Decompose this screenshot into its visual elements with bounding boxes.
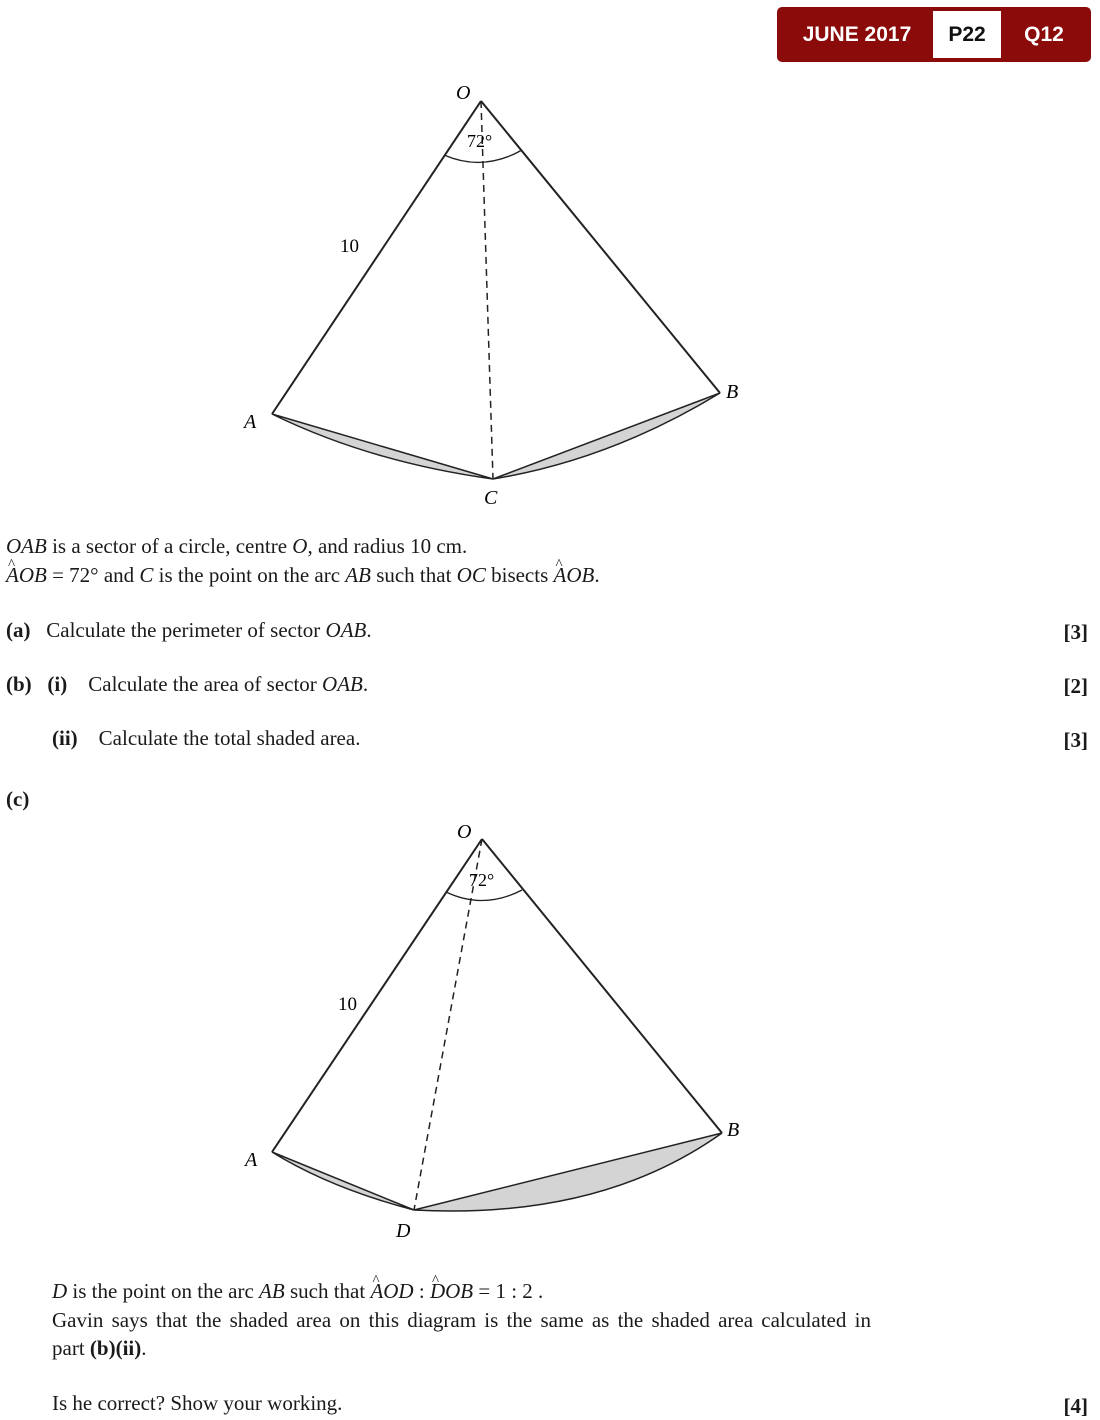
part-b-i-marks: [2] bbox=[1063, 674, 1088, 698]
label-b: B bbox=[726, 381, 739, 403]
part-c-line-2: Gavin says that the shaded area on this diagram is the same as the shaded area calculated in bbox=[52, 1308, 871, 1332]
angle-label: 72° bbox=[467, 131, 493, 151]
label-d: D bbox=[396, 1220, 411, 1242]
badge-session: JUNE 2017 bbox=[802, 22, 912, 46]
label-c: C bbox=[484, 487, 498, 509]
label-o-2: O bbox=[457, 821, 472, 843]
figure-sector-d bbox=[0, 810, 1100, 1250]
part-c-line-4: Is he correct? Show your working. bbox=[52, 1391, 343, 1415]
line-od bbox=[414, 839, 482, 1210]
part-c-line-1: D is the point on the arc AB such that AOD ^ : DOB ^ = 1 : 2 . bbox=[52, 1277, 543, 1305]
bisector-oc bbox=[481, 101, 493, 479]
part-c-label: (c) bbox=[6, 787, 30, 811]
radius-label: 10 bbox=[340, 236, 359, 257]
part-b-i: (b) (i) Calculate the area of sector OAB. bbox=[6, 672, 369, 696]
figure-sector-c bbox=[0, 0, 1100, 520]
shaded-segment-db bbox=[414, 1133, 722, 1211]
label-a: A bbox=[244, 411, 257, 433]
angle-label-2: 72° bbox=[469, 870, 495, 890]
radius-ob bbox=[481, 101, 720, 393]
radius-oa-2 bbox=[272, 839, 482, 1152]
stem-line-2: AOB ^ = 72° and C is the point on the arc AB such that OC bisects AOB ^. bbox=[6, 561, 600, 589]
radius-oa bbox=[272, 101, 481, 414]
badge-question: Q12 bbox=[1024, 22, 1064, 46]
badge-paper: P22 bbox=[933, 11, 1001, 58]
label-a-2: A bbox=[245, 1149, 258, 1171]
part-c-marks: [4] bbox=[1063, 1394, 1088, 1418]
angle-arc-2 bbox=[446, 890, 522, 901]
part-a-marks: [3] bbox=[1063, 620, 1088, 644]
radius-ob-2 bbox=[482, 839, 722, 1133]
shaded-segment-ac bbox=[272, 414, 493, 479]
shaded-segment-cb bbox=[493, 393, 720, 479]
stem-line-1: OAB is a sector of a circle, centre O, and radius 10 cm. bbox=[6, 534, 468, 558]
part-a: (a) Calculate the perimeter of sector OAB. bbox=[6, 618, 372, 642]
part-c-line-3: part (b)(ii). bbox=[52, 1336, 147, 1360]
part-b-ii-marks: [3] bbox=[1063, 728, 1088, 752]
radius-label-2: 10 bbox=[338, 994, 357, 1015]
part-b-ii: (ii) Calculate the total shaded area. bbox=[52, 726, 361, 750]
label-b-2: B bbox=[727, 1119, 740, 1141]
label-o: O bbox=[456, 82, 471, 104]
shaded-segment-ad bbox=[272, 1152, 414, 1210]
